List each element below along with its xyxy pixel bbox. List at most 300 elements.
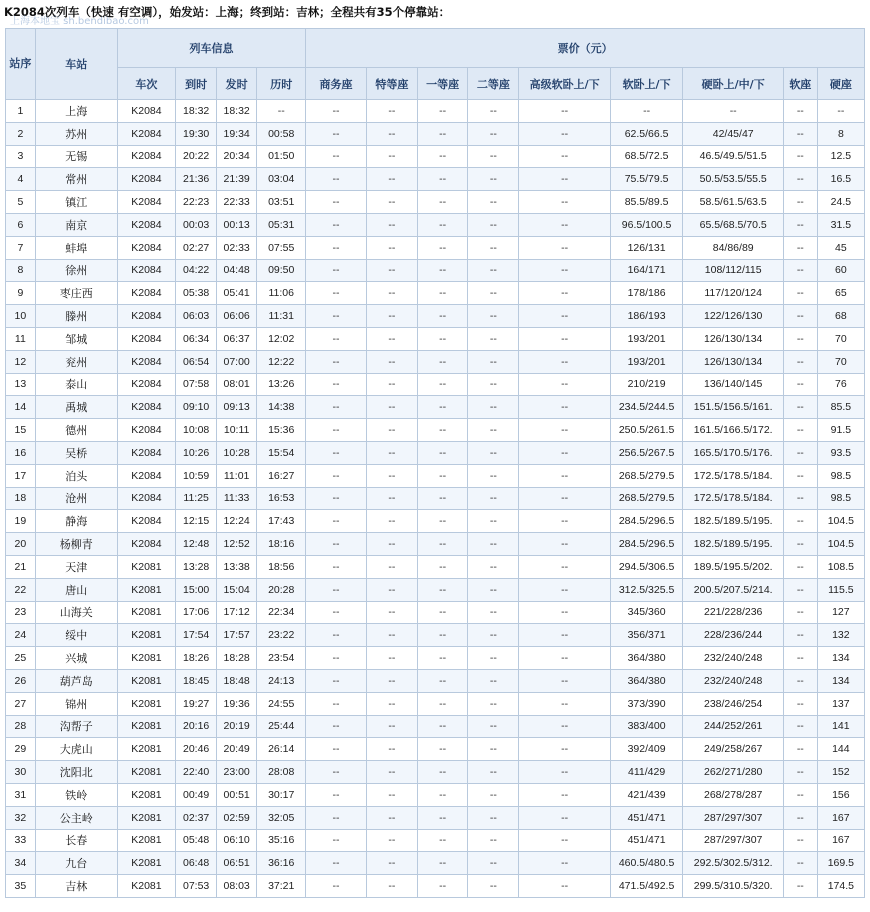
table-cell: 115.5 xyxy=(817,578,864,601)
table-cell: -- xyxy=(468,282,519,305)
table-cell: 46.5/49.5/51.5 xyxy=(683,145,783,168)
table-cell: -- xyxy=(306,145,366,168)
station-name-cell: 常州 xyxy=(35,168,117,191)
table-row xyxy=(6,715,865,738)
table-row xyxy=(6,487,865,510)
table-cell: -- xyxy=(418,441,468,464)
table-cell: -- xyxy=(783,441,817,464)
table-cell: 10 xyxy=(6,305,36,328)
stops-text: ；全程共有35个停靠站： xyxy=(319,5,451,19)
table-cell: -- xyxy=(519,236,610,259)
table-cell: -- xyxy=(519,305,610,328)
table-cell: -- xyxy=(366,213,417,236)
table-cell: -- xyxy=(783,806,817,829)
table-cell: -- xyxy=(366,738,417,761)
table-cell: -- xyxy=(418,191,468,214)
col-header: 一等座 xyxy=(418,68,468,100)
table-cell: 141 xyxy=(817,715,864,738)
table-cell: 08:01 xyxy=(217,373,257,396)
table-cell: 15:54 xyxy=(257,441,306,464)
table-cell: -- xyxy=(783,327,817,350)
table-cell: -- xyxy=(306,441,366,464)
table-cell: 75.5/79.5 xyxy=(610,168,683,191)
station-name-cell: 葫芦岛 xyxy=(35,669,117,692)
table-cell: 284.5/296.5 xyxy=(610,510,683,533)
table-cell: -- xyxy=(783,647,817,670)
table-cell: 24 xyxy=(6,624,36,647)
table-cell: 18 xyxy=(6,487,36,510)
table-row xyxy=(6,692,865,715)
table-cell: 16:27 xyxy=(257,464,306,487)
table-cell: 22:34 xyxy=(257,601,306,624)
table-cell: -- xyxy=(418,487,468,510)
table-cell: -- xyxy=(519,852,610,875)
table-row xyxy=(6,236,865,259)
table-cell: -- xyxy=(418,578,468,601)
table-cell: 23:22 xyxy=(257,624,306,647)
table-cell: -- xyxy=(418,282,468,305)
table-cell: -- xyxy=(519,100,610,123)
table-cell: 21:39 xyxy=(217,168,257,191)
station-name-cell: 泰山 xyxy=(35,373,117,396)
table-cell: 10:08 xyxy=(176,419,217,442)
table-cell: 13:28 xyxy=(176,555,217,578)
watermark: 上海本地宝 sh.bendibao.com xyxy=(10,16,149,27)
table-cell: -- xyxy=(468,487,519,510)
table-cell: 25:44 xyxy=(257,715,306,738)
table-cell: -- xyxy=(783,419,817,442)
station-name-cell: 南京 xyxy=(35,213,117,236)
table-cell: 471.5/492.5 xyxy=(610,875,683,898)
table-cell: 05:48 xyxy=(176,829,217,852)
table-row xyxy=(6,305,865,328)
station-name-cell: 徐州 xyxy=(35,259,117,282)
table-cell: -- xyxy=(257,100,306,123)
table-cell: 284.5/296.5 xyxy=(610,533,683,556)
table-cell: 178/186 xyxy=(610,282,683,305)
table-cell: -- xyxy=(306,533,366,556)
col-header: 发时 xyxy=(217,68,257,100)
table-cell: 07:55 xyxy=(257,236,306,259)
table-cell: -- xyxy=(366,464,417,487)
table-cell: 68 xyxy=(817,305,864,328)
table-cell: K2081 xyxy=(117,761,175,784)
table-row xyxy=(6,327,865,350)
end-station: 吉林 xyxy=(296,5,320,19)
table-cell: -- xyxy=(519,601,610,624)
station-name-cell: 兖州 xyxy=(35,350,117,373)
table-cell: -- xyxy=(519,783,610,806)
table-row xyxy=(6,533,865,556)
table-row xyxy=(6,875,865,898)
table-cell: 28:08 xyxy=(257,761,306,784)
table-cell: 10:28 xyxy=(217,441,257,464)
table-row xyxy=(6,441,865,464)
table-cell: 15:00 xyxy=(176,578,217,601)
table-cell: -- xyxy=(468,647,519,670)
table-cell: 98.5 xyxy=(817,464,864,487)
station-name-cell: 九台 xyxy=(35,852,117,875)
table-cell: 16 xyxy=(6,441,36,464)
table-cell: 04:48 xyxy=(217,259,257,282)
table-row xyxy=(6,624,865,647)
table-row xyxy=(6,761,865,784)
table-cell: 22:33 xyxy=(217,191,257,214)
table-cell: 268.5/279.5 xyxy=(610,464,683,487)
table-row xyxy=(6,806,865,829)
table-cell: -- xyxy=(783,145,817,168)
station-name-cell: 禹城 xyxy=(35,396,117,419)
table-cell: 126/130/134 xyxy=(683,327,783,350)
table-cell: -- xyxy=(366,168,417,191)
table-cell: 364/380 xyxy=(610,647,683,670)
table-cell: 228/236/244 xyxy=(683,624,783,647)
table-cell: -- xyxy=(418,510,468,533)
table-cell: 68.5/72.5 xyxy=(610,145,683,168)
table-cell: 392/409 xyxy=(610,738,683,761)
table-cell: 250.5/261.5 xyxy=(610,419,683,442)
table-cell: -- xyxy=(519,213,610,236)
table-cell: -- xyxy=(783,396,817,419)
table-cell: -- xyxy=(306,875,366,898)
table-cell: 126/131 xyxy=(610,236,683,259)
table-row xyxy=(6,282,865,305)
table-cell: 00:58 xyxy=(257,122,306,145)
table-cell: 238/246/254 xyxy=(683,692,783,715)
table-cell: -- xyxy=(418,396,468,419)
table-cell: -- xyxy=(468,624,519,647)
table-cell: 17:57 xyxy=(217,624,257,647)
table-cell: 14 xyxy=(6,396,36,419)
table-cell: -- xyxy=(366,510,417,533)
table-cell: 10:11 xyxy=(217,419,257,442)
table-cell: 17:43 xyxy=(257,510,306,533)
table-cell: -- xyxy=(783,669,817,692)
table-cell: 421/439 xyxy=(610,783,683,806)
table-cell: 08:03 xyxy=(217,875,257,898)
table-cell: -- xyxy=(817,100,864,123)
table-row xyxy=(6,350,865,373)
table-cell: -- xyxy=(783,624,817,647)
table-cell: -- xyxy=(519,875,610,898)
table-cell: 20:19 xyxy=(217,715,257,738)
table-cell: 32:05 xyxy=(257,806,306,829)
table-cell: 8 xyxy=(817,122,864,145)
table-cell: K2084 xyxy=(117,213,175,236)
table-cell: -- xyxy=(783,555,817,578)
table-cell: 268.5/279.5 xyxy=(610,487,683,510)
table-cell: 19:30 xyxy=(176,122,217,145)
table-cell: -- xyxy=(366,761,417,784)
table-cell: -- xyxy=(519,259,610,282)
table-cell: -- xyxy=(519,555,610,578)
table-row xyxy=(6,647,865,670)
table-cell: -- xyxy=(783,578,817,601)
table-cell: 05:31 xyxy=(257,213,306,236)
table-cell: -- xyxy=(468,692,519,715)
table-cell: 165.5/170.5/176. xyxy=(683,441,783,464)
station-name-cell: 沈阳北 xyxy=(35,761,117,784)
table-cell: 00:13 xyxy=(217,213,257,236)
table-cell: -- xyxy=(418,761,468,784)
table-cell: 13:26 xyxy=(257,373,306,396)
table-cell: -- xyxy=(519,282,610,305)
end-label: ；终到站： xyxy=(238,5,297,19)
page-title xyxy=(4,4,451,27)
table-cell: 312.5/325.5 xyxy=(610,578,683,601)
table-cell: 299.5/310.5/320. xyxy=(683,875,783,898)
table-cell: K2084 xyxy=(117,122,175,145)
table-cell: 234.5/244.5 xyxy=(610,396,683,419)
table-cell: -- xyxy=(783,487,817,510)
station-name-cell: 沟帮子 xyxy=(35,715,117,738)
table-cell: -- xyxy=(519,145,610,168)
table-cell: -- xyxy=(783,373,817,396)
table-cell: 411/429 xyxy=(610,761,683,784)
table-cell: 104.5 xyxy=(817,533,864,556)
table-cell: -- xyxy=(468,783,519,806)
start-label: 始发站： xyxy=(169,5,216,19)
table-cell: -- xyxy=(519,669,610,692)
table-cell: 35 xyxy=(6,875,36,898)
table-cell: 15:04 xyxy=(217,578,257,601)
table-cell: K2081 xyxy=(117,875,175,898)
table-cell: 10:59 xyxy=(176,464,217,487)
table-cell: K2084 xyxy=(117,305,175,328)
station-name-cell: 吴桥 xyxy=(35,441,117,464)
table-cell: 193/201 xyxy=(610,327,683,350)
table-cell: 34 xyxy=(6,852,36,875)
col-header: 高级软卧上/下 xyxy=(519,68,610,100)
table-cell: 06:34 xyxy=(176,327,217,350)
table-cell: -- xyxy=(468,259,519,282)
table-cell: -- xyxy=(366,852,417,875)
table-cell: 62.5/66.5 xyxy=(610,122,683,145)
table-cell: -- xyxy=(468,373,519,396)
table-cell: -- xyxy=(306,555,366,578)
table-cell: 00:03 xyxy=(176,213,217,236)
table-cell: K2084 xyxy=(117,396,175,419)
station-name-cell: 邹城 xyxy=(35,327,117,350)
table-cell: K2084 xyxy=(117,145,175,168)
table-cell: -- xyxy=(418,419,468,442)
table-cell: -- xyxy=(306,738,366,761)
table-cell: 108.5 xyxy=(817,555,864,578)
col-header-seq: 站序 xyxy=(6,29,36,100)
table-cell: -- xyxy=(366,487,417,510)
table-cell: 161.5/166.5/172. xyxy=(683,419,783,442)
table-cell: 17:12 xyxy=(217,601,257,624)
table-cell: -- xyxy=(418,350,468,373)
table-cell: -- xyxy=(418,259,468,282)
table-cell: -- xyxy=(468,396,519,419)
table-cell: -- xyxy=(306,373,366,396)
table-cell: 01:50 xyxy=(257,145,306,168)
table-cell: -- xyxy=(468,533,519,556)
table-cell: 200.5/207.5/214. xyxy=(683,578,783,601)
table-cell: K2081 xyxy=(117,555,175,578)
table-cell: 17 xyxy=(6,464,36,487)
table-cell: 164/171 xyxy=(610,259,683,282)
table-row xyxy=(6,783,865,806)
table-cell: 127 xyxy=(817,601,864,624)
table-cell: 364/380 xyxy=(610,669,683,692)
table-cell: 33 xyxy=(6,829,36,852)
table-cell: -- xyxy=(783,875,817,898)
table-row xyxy=(6,191,865,214)
table-cell: K2084 xyxy=(117,487,175,510)
table-cell: 11:01 xyxy=(217,464,257,487)
station-name-cell: 上海 xyxy=(35,100,117,123)
station-name-cell: 苏州 xyxy=(35,122,117,145)
table-cell: -- xyxy=(366,647,417,670)
table-cell: -- xyxy=(468,715,519,738)
table-cell: -- xyxy=(366,396,417,419)
table-cell: 28 xyxy=(6,715,36,738)
table-cell: 169.5 xyxy=(817,852,864,875)
table-cell: -- xyxy=(418,806,468,829)
table-cell: 22:23 xyxy=(176,191,217,214)
table-cell: 96.5/100.5 xyxy=(610,213,683,236)
table-cell: 20:16 xyxy=(176,715,217,738)
table-cell: 22 xyxy=(6,578,36,601)
table-cell: -- xyxy=(366,715,417,738)
table-cell: -- xyxy=(306,715,366,738)
table-cell: -- xyxy=(306,305,366,328)
station-name-cell: 绥中 xyxy=(35,624,117,647)
table-cell: -- xyxy=(783,533,817,556)
table-cell: -- xyxy=(783,783,817,806)
station-name-cell: 枣庄西 xyxy=(35,282,117,305)
table-cell: K2084 xyxy=(117,441,175,464)
table-cell: 23:00 xyxy=(217,761,257,784)
table-cell: 20:46 xyxy=(176,738,217,761)
table-cell: 16.5 xyxy=(817,168,864,191)
table-row xyxy=(6,578,865,601)
table-cell: 09:13 xyxy=(217,396,257,419)
table-cell: -- xyxy=(468,829,519,852)
table-cell: -- xyxy=(366,327,417,350)
table-cell: -- xyxy=(306,601,366,624)
table-cell: 221/228/236 xyxy=(683,601,783,624)
table-cell: 3 xyxy=(6,145,36,168)
table-cell: K2084 xyxy=(117,327,175,350)
table-cell: -- xyxy=(519,806,610,829)
table-cell: -- xyxy=(519,464,610,487)
table-cell: -- xyxy=(519,122,610,145)
table-cell: K2084 xyxy=(117,464,175,487)
table-cell: -- xyxy=(418,122,468,145)
table-cell: 151.5/156.5/161. xyxy=(683,396,783,419)
table-cell: -- xyxy=(783,100,817,123)
table-cell: -- xyxy=(519,738,610,761)
table-cell: -- xyxy=(306,464,366,487)
table-cell: -- xyxy=(418,875,468,898)
table-cell: -- xyxy=(306,259,366,282)
station-name-cell: 唐山 xyxy=(35,578,117,601)
table-cell: -- xyxy=(468,601,519,624)
table-row xyxy=(6,168,865,191)
table-cell: 58.5/61.5/63.5 xyxy=(683,191,783,214)
table-cell: K2084 xyxy=(117,533,175,556)
table-cell: -- xyxy=(418,647,468,670)
table-cell: 24:13 xyxy=(257,669,306,692)
table-cell: 05:41 xyxy=(217,282,257,305)
table-cell: -- xyxy=(519,829,610,852)
table-cell: 186/193 xyxy=(610,305,683,328)
table-cell: -- xyxy=(468,555,519,578)
table-cell: 15 xyxy=(6,419,36,442)
table-cell: -- xyxy=(783,692,817,715)
station-name-cell: 天津 xyxy=(35,555,117,578)
table-cell: 249/258/267 xyxy=(683,738,783,761)
table-cell: 20:34 xyxy=(217,145,257,168)
table-row xyxy=(6,373,865,396)
table-cell: -- xyxy=(306,236,366,259)
table-cell: 19 xyxy=(6,510,36,533)
table-cell: -- xyxy=(366,875,417,898)
table-cell: 18:26 xyxy=(176,647,217,670)
table-cell: 05:38 xyxy=(176,282,217,305)
table-cell: -- xyxy=(306,100,366,123)
table-cell: -- xyxy=(366,829,417,852)
table-cell: 11 xyxy=(6,327,36,350)
table-row xyxy=(6,669,865,692)
station-name-cell: 德州 xyxy=(35,419,117,442)
table-cell: -- xyxy=(366,259,417,282)
table-cell: -- xyxy=(783,601,817,624)
table-cell: -- xyxy=(366,305,417,328)
table-cell: 07:00 xyxy=(217,350,257,373)
table-cell: -- xyxy=(366,350,417,373)
table-cell: 07:53 xyxy=(176,875,217,898)
table-cell: -- xyxy=(418,624,468,647)
table-cell: -- xyxy=(783,852,817,875)
table-cell: K2084 xyxy=(117,510,175,533)
table-cell: 06:54 xyxy=(176,350,217,373)
station-name-cell: 锦州 xyxy=(35,692,117,715)
table-cell: -- xyxy=(519,578,610,601)
table-cell: 193/201 xyxy=(610,350,683,373)
table-cell: 167 xyxy=(817,806,864,829)
table-cell: -- xyxy=(468,852,519,875)
table-row xyxy=(6,396,865,419)
table-cell: K2081 xyxy=(117,624,175,647)
table-cell: -- xyxy=(783,236,817,259)
table-cell: -- xyxy=(468,464,519,487)
table-cell: 21 xyxy=(6,555,36,578)
table-cell: 287/297/307 xyxy=(683,829,783,852)
table-cell: -- xyxy=(468,875,519,898)
station-name-cell: 兴城 xyxy=(35,647,117,670)
table-cell: 19:27 xyxy=(176,692,217,715)
table-cell: -- xyxy=(366,236,417,259)
col-header: 二等座 xyxy=(468,68,519,100)
table-cell: 460.5/480.5 xyxy=(610,852,683,875)
table-cell: -- xyxy=(366,100,417,123)
group-header-fares: 票价（元） xyxy=(306,29,865,68)
table-cell: 18:32 xyxy=(217,100,257,123)
table-cell: K2081 xyxy=(117,578,175,601)
table-cell: 2 xyxy=(6,122,36,145)
table-cell: -- xyxy=(306,396,366,419)
table-cell: -- xyxy=(468,191,519,214)
table-cell: -- xyxy=(418,464,468,487)
table-cell: 09:10 xyxy=(176,396,217,419)
table-cell: -- xyxy=(468,145,519,168)
table-cell: 16:53 xyxy=(257,487,306,510)
table-cell: 9 xyxy=(6,282,36,305)
